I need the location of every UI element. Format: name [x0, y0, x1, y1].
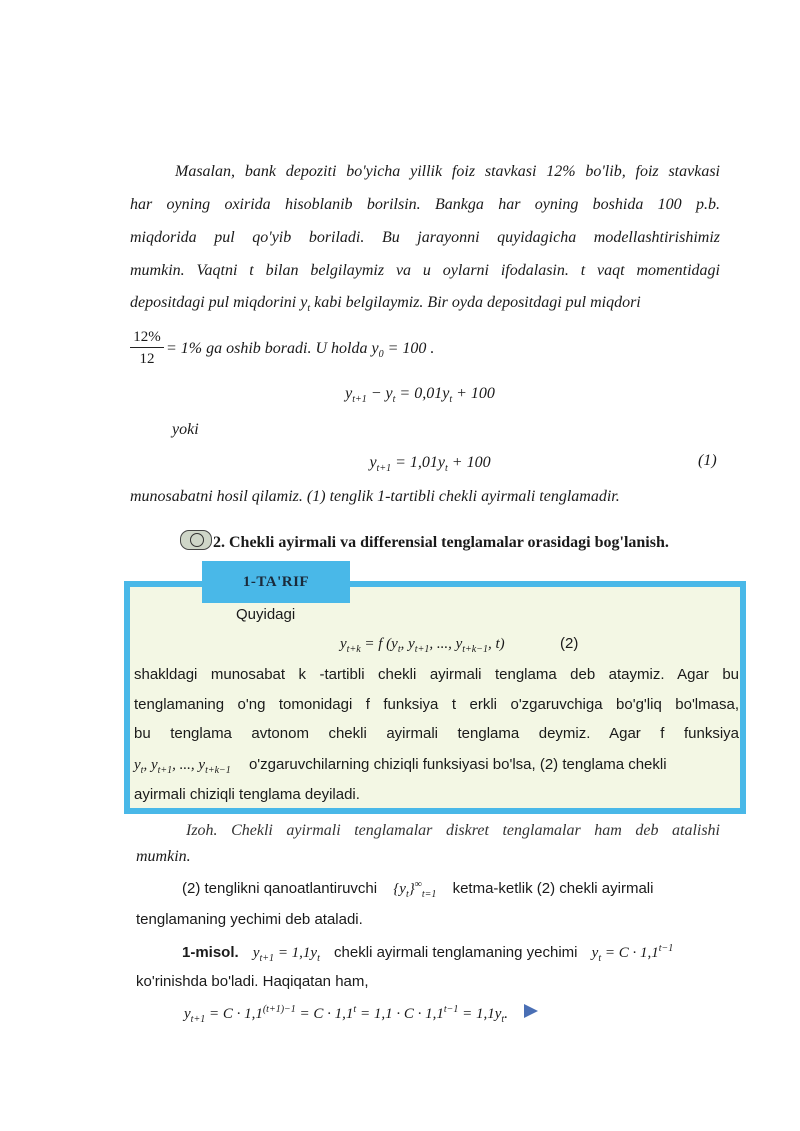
- note-line-2: mumkin.: [136, 848, 191, 865]
- fraction-12-percent: $\frac{12\%}{12}$: [130, 328, 164, 368]
- equation-1-number: (1): [698, 452, 717, 469]
- paragraph-line-3: miqdorida pul qo'yib boriladi. Bu jarayonni quyidagicha modellashtirishimiz: [130, 229, 720, 246]
- definition-line-1: shakldagi munosabat k -tartibli chekli ayirmali tenglama deb ataymiz. Agar bu: [134, 666, 739, 683]
- definition-line-3: bu tenglama avtonom chekli ayirmali tenglama deymiz. Agar f funksiya: [134, 725, 739, 742]
- equation-difference: $y_{t+1} - y_t = 0,01y_t + 100$: [345, 385, 495, 406]
- end-of-proof-arrow-icon: [524, 1004, 538, 1018]
- example-proof: $y_{t+1} = C \cdot 1,1^{(t+1)-1} = C \cdot 1,1^t = 1,1 \cdot C \cdot 1,1^{t-1} = 1,1y_t$.: [184, 1004, 508, 1025]
- relation-line: munosabatni hosil qilamiz. (1) tenglik 1-tartibli chekli ayirmali tenglamadir.: [130, 488, 620, 505]
- definition-line-4: $y_t$, $y_{t+1}$, ..., $y_{t+k-1}$ o'zgaruvchilarning chiziqli funksiyasi bo'lsa, (2) tenglama chekli: [134, 756, 667, 776]
- paragraph-line-5: depositdagi pul miqdorini $y_t$ kabi belgilaymiz. Bir oyda depositdagi pul miqdori: [130, 294, 641, 315]
- example-line-1: 1-misol. $y_{t+1} = 1,1y_t$ chekli ayirmali tenglamaning yechimi $y_t = C \cdot 1,1^{t-1}$: [182, 943, 674, 964]
- fraction-text: = 1% ga oshib boradi. U holda $y_0 = 100$ .: [166, 340, 435, 361]
- solution-line-1: (2) tenglikni qanoatlantiruvchi $\{y_t\}^\infty_{t=1}$ ketma-ketlik (2) chekli ayirmali: [182, 879, 654, 900]
- paragraph-line-4: mumkin. Vaqtni t bilan belgilaymiz va u oylarni ifodalasin. t vaqt momentidagi: [130, 262, 720, 279]
- paragraph-line-1: Masalan, bank depoziti bo'yicha yillik foiz stavkasi 12% bo'lib, foiz stavkasi: [175, 163, 720, 180]
- yoki-word: yoki: [172, 421, 199, 438]
- equation-1: $y_{t+1} = 1,01y_t + 100$: [369, 454, 491, 475]
- definition-line-5: ayirmali chiziqli tenglama deyiladi.: [134, 786, 360, 803]
- paragraph-line-2: har oyning oxirida hisoblanib borilsin. Bankga har oyning boshida 100 p.b.: [130, 196, 720, 213]
- example-line-2: ko'rinishda bo'ladi. Haqiqatan ham,: [136, 973, 369, 990]
- section-heading: 2. Chekli ayirmali va differensial tenglamalar orasidagi bog'lanish.: [180, 530, 740, 554]
- definition-equation: $y_{t+k} = f$ ($y_t$, $y_{t+1}$, ..., $y_{t+k-1}$, t): [340, 636, 505, 655]
- note-line-1: Izoh. Chekli ayirmali tenglamalar diskret tenglamalar ham deb atalishi: [186, 822, 720, 839]
- section-badge-icon: [180, 530, 212, 550]
- definition-intro: Quyidagi: [236, 606, 296, 623]
- definition-equation-number: (2): [560, 635, 579, 652]
- solution-line-2: tenglamaning yechimi deb ataladi.: [136, 911, 363, 928]
- definition-line-2: tenglamaning o'ng tomonidagi f funksiya t erkli o'zgaruvchiga bo'g'liq bo'lmasa,: [134, 696, 739, 713]
- definition-tab: 1-TA'RIF: [202, 561, 350, 603]
